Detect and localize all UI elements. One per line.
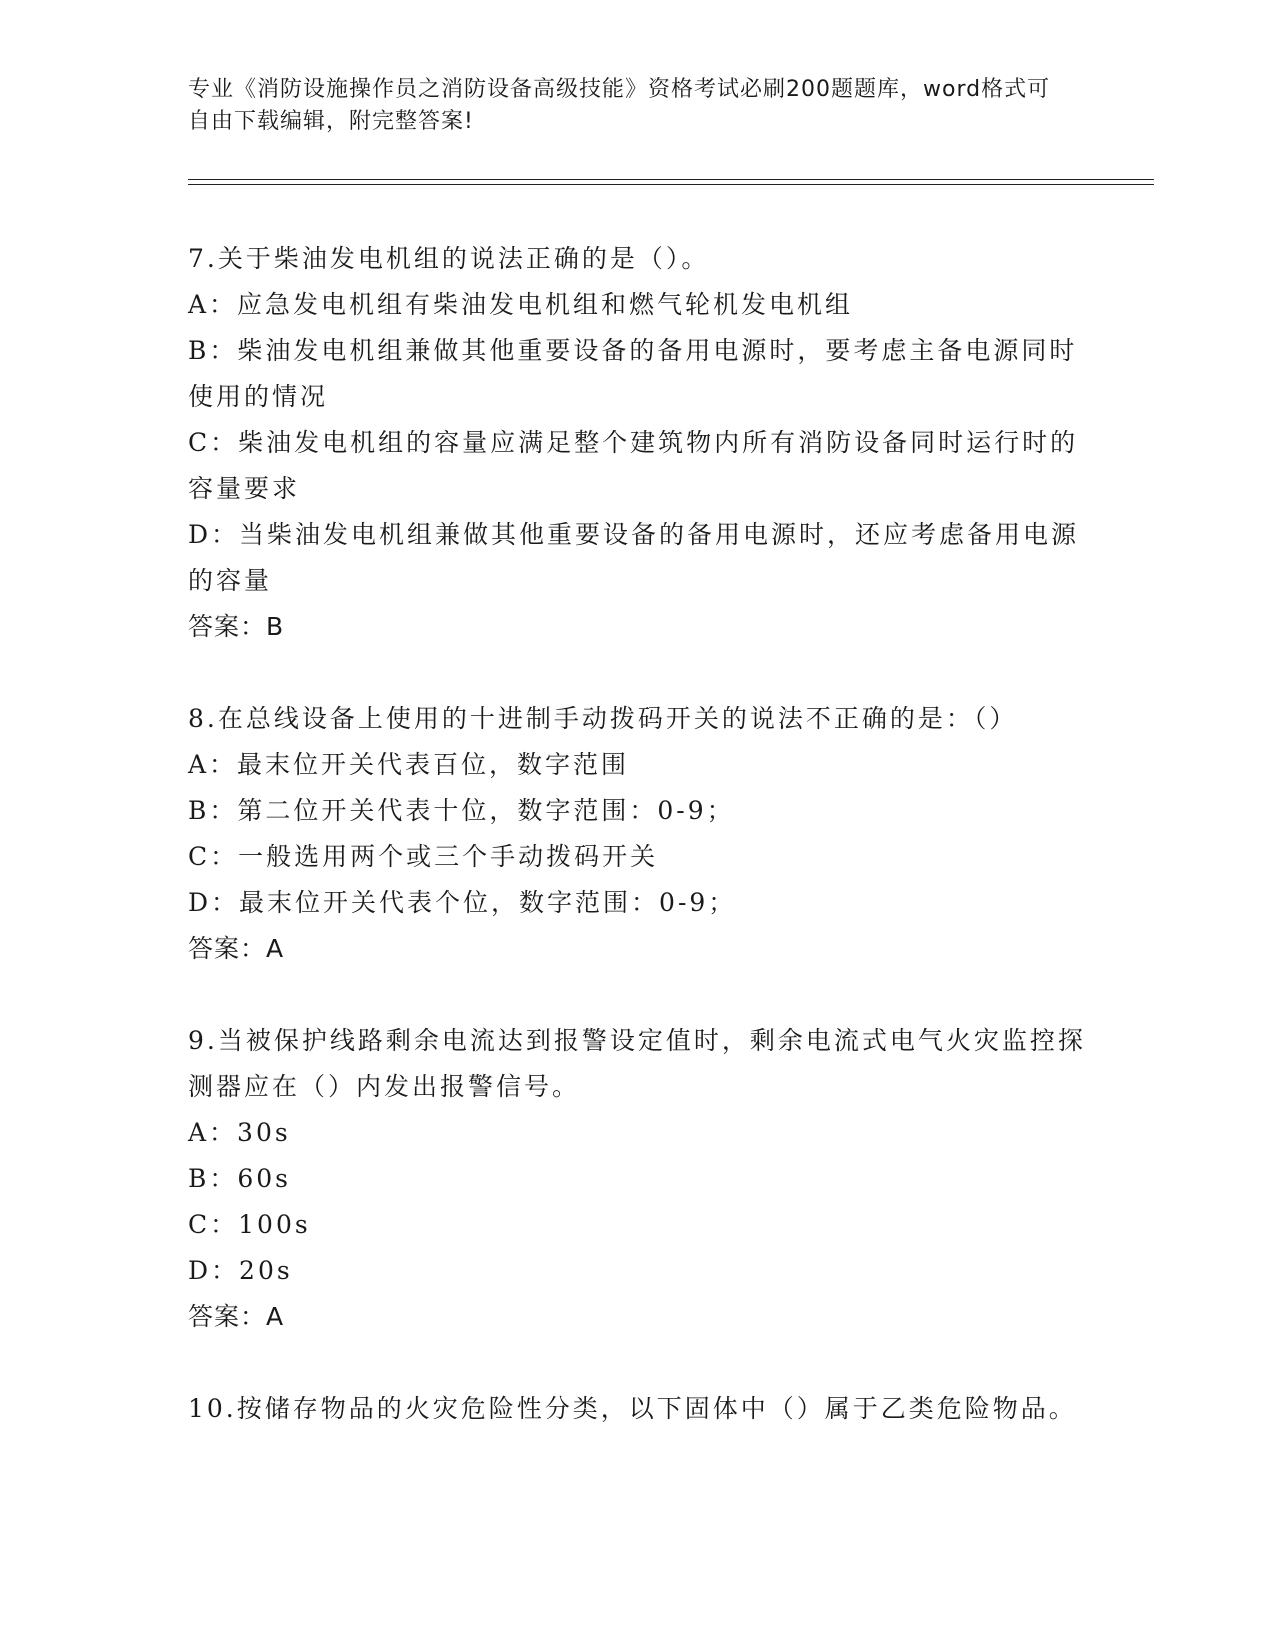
option-d: D：当柴油发电机组兼做其他重要设备的备用电源时，还应考虑备用电源的容量 (188, 520, 1080, 595)
option-a: A：应急发电机组有柴油发电机组和燃气轮机发电机组 (188, 290, 854, 319)
question-list (188, 236, 1088, 1478)
question-10 (188, 1386, 1088, 1432)
option-b: B：柴油发电机组兼做其他重要设备的备用电源时，要考虑主备电源同时使用的情况 (188, 336, 1078, 411)
question-8 (188, 696, 1088, 972)
option-c: C：一般选用两个或三个手动拨码开关 (188, 842, 659, 871)
option-b: B：第二位开关代表十位，数字范围：0-9； (188, 796, 735, 825)
option-b: B：60s (188, 1164, 292, 1193)
option-a: A：最末位开关代表百位，数字范围 (188, 750, 630, 779)
option-d: D：20s (188, 1256, 293, 1285)
option-c: C：100s (188, 1210, 311, 1239)
answer-label: 答案：B (188, 612, 285, 641)
question-stem: 8.在总线设备上使用的十进制手动拨码开关的说法不正确的是：（） (188, 704, 1018, 733)
option-c: C：柴油发电机组的容量应满足整个建筑物内所有消防设备同时运行时的容量要求 (188, 428, 1079, 503)
question-stem: 9.当被保护线路剩余电流达到报警设定值时，剩余电流式电气火灾监控探测器应在（）内发出报警信号。 (188, 1026, 1086, 1101)
question-7 (188, 236, 1088, 650)
option-a: A：30s (188, 1118, 291, 1147)
answer-label: 答案：A (188, 1302, 285, 1331)
question-stem: 7.关于柴油发电机组的说法正确的是（）。 (188, 244, 710, 273)
header-divider-top (188, 179, 1154, 180)
question-stem: 10.按储存物品的火灾危险性分类，以下固体中（）属于乙类危险物品。 (188, 1394, 1077, 1423)
question-9 (188, 1018, 1088, 1340)
document-header (188, 74, 1068, 138)
header-divider-bottom (188, 184, 1154, 185)
header-text: 专业《消防设施操作员之消防设备高级技能》资格考试必刷200题题库，word格式可自由下载编辑，附完整答案! (188, 77, 1051, 134)
option-d: D：最末位开关代表个位，数字范围：0-9； (188, 888, 737, 917)
answer-label: 答案：A (188, 934, 285, 963)
